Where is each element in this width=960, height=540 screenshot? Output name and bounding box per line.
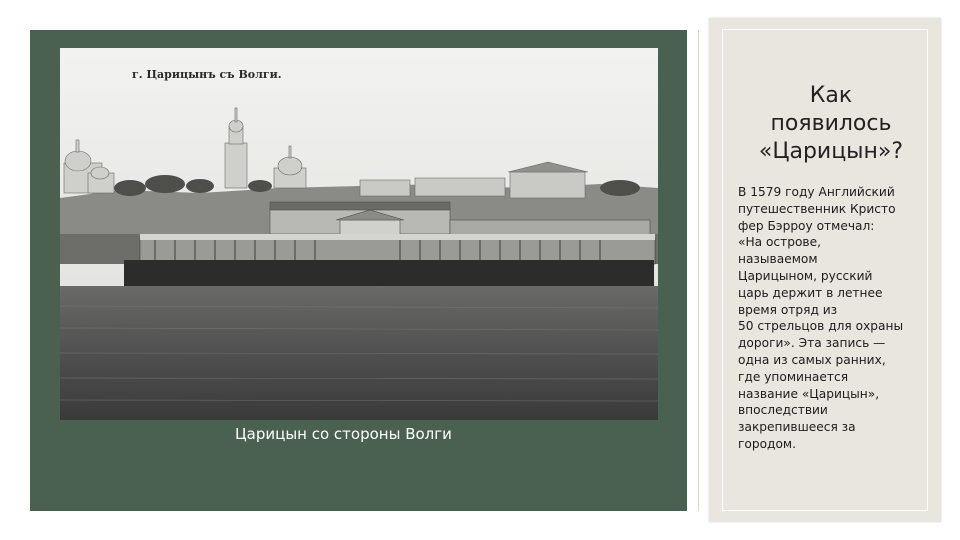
photo-image xyxy=(60,48,658,420)
text-panel xyxy=(709,18,941,522)
photo-caption: Царицын со стороны Волги xyxy=(235,425,452,443)
photo-printed-title: г. Царицынъ съ Волги. xyxy=(132,68,282,81)
slide-title: Как появилось «Царицын»? xyxy=(758,83,904,164)
slide-divider xyxy=(698,30,699,511)
tsaritsyn-photo xyxy=(60,48,658,420)
slide-body-text: В 1579 году Английский путешественник Кристо фер Бэрроу отмечал: «На острове, называемом Царицыном, русский царь держит в летнее время отряд из 50 стрельцов для охраны дороги». Эта запись — одна из самых ранних, где упоминается название «Царицын», впоследствии закрепившееся за городом. xyxy=(738,185,904,451)
photo-panel xyxy=(30,30,687,511)
